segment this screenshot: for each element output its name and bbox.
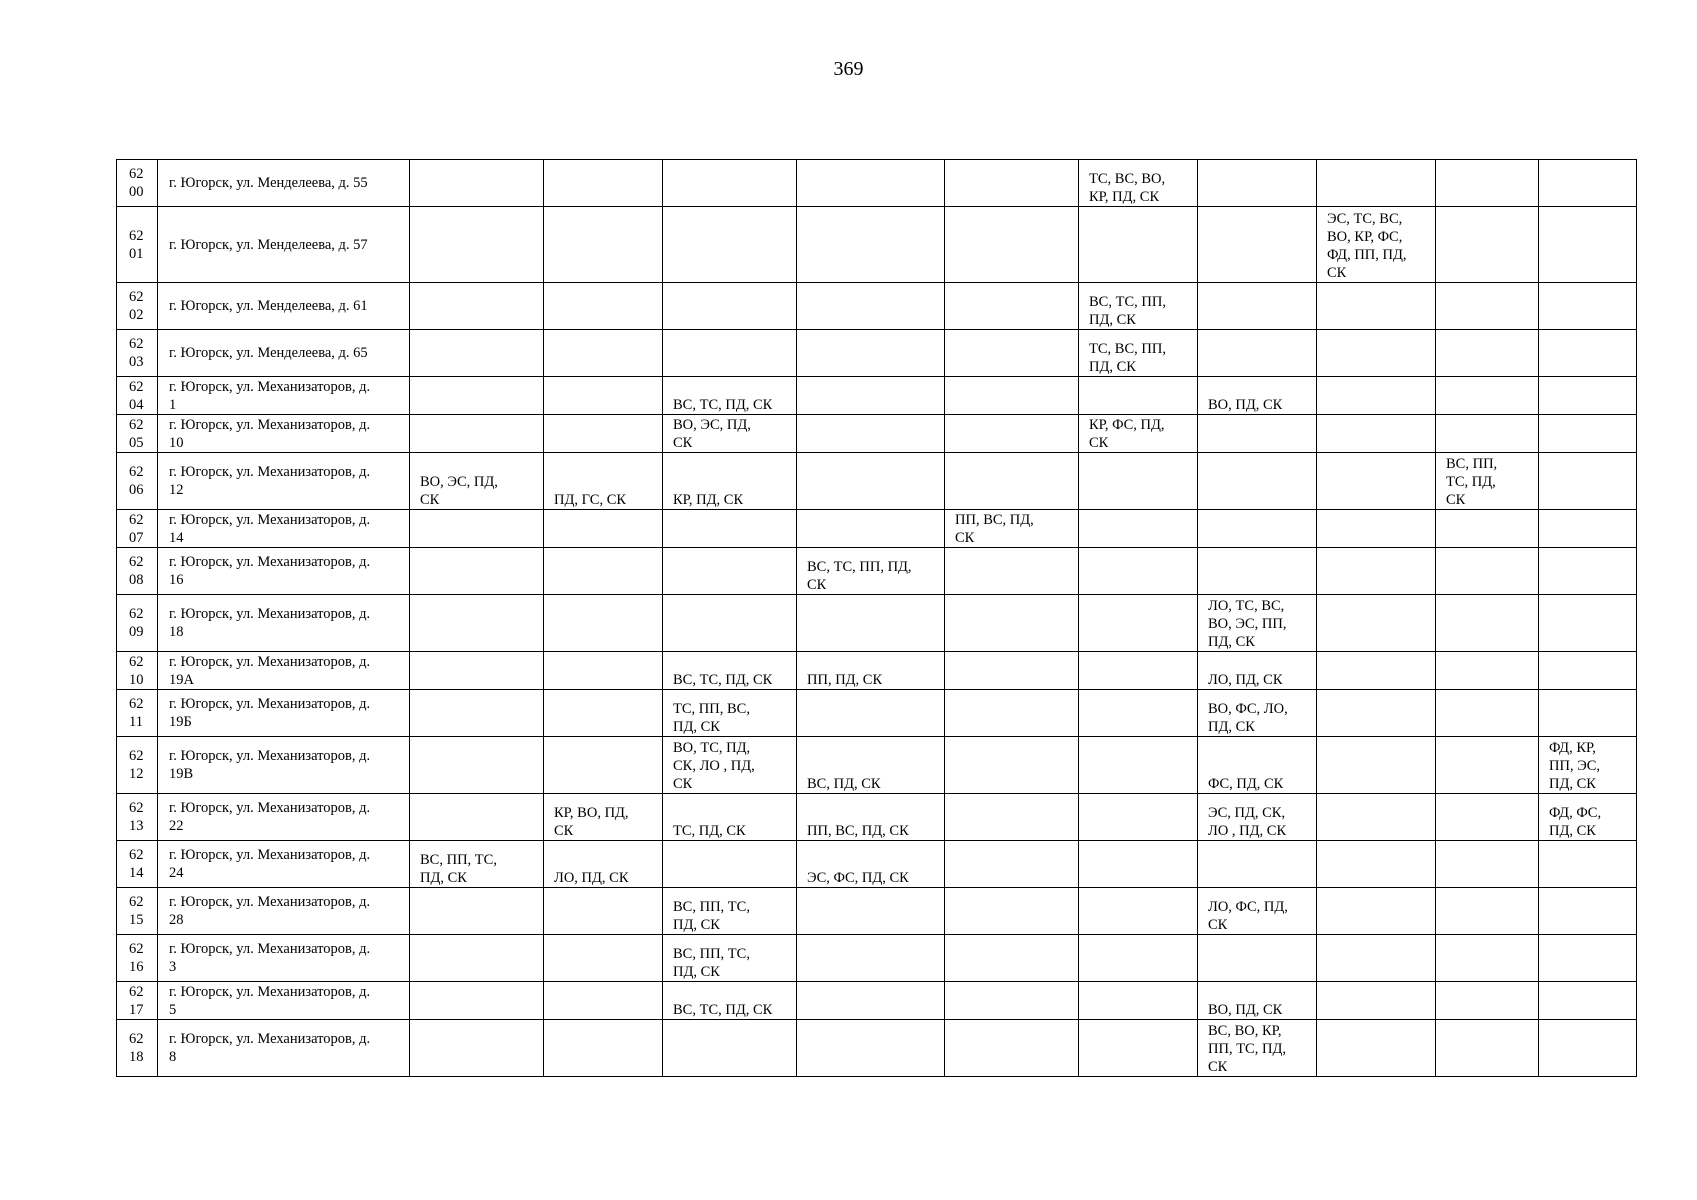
table-row <box>117 453 1637 510</box>
work-type-cell: ЛО, ТС, ВС, ВО, ЭС, ПП, ПД, СК <box>1198 595 1317 652</box>
work-type-cell: ВС, ТС, ПП, ПД, СК <box>797 548 945 595</box>
address-cell: г. Югорск, ул. Механизаторов, д. 18 <box>158 595 410 652</box>
row-number-cell: 62 10 <box>117 652 158 690</box>
work-type-cell <box>1198 453 1317 510</box>
work-type-cell <box>663 160 797 207</box>
work-type-cell <box>1198 935 1317 982</box>
work-type-cell <box>797 595 945 652</box>
work-type-cell <box>1539 888 1637 935</box>
address-cell: г. Югорск, ул. Механизаторов, д. 8 <box>158 1020 410 1077</box>
work-type-cell <box>544 690 663 737</box>
address-cell: г. Югорск, ул. Механизаторов, д. 19В <box>158 737 410 794</box>
work-type-cell: ЛО, ПД, СК <box>1198 652 1317 690</box>
work-type-cell <box>544 377 663 415</box>
table-row <box>117 595 1637 652</box>
work-type-cell <box>1436 595 1539 652</box>
work-type-cell <box>945 982 1079 1020</box>
work-type-cell <box>1317 377 1436 415</box>
table-row <box>117 283 1637 330</box>
work-type-cell <box>663 330 797 377</box>
work-type-cell <box>945 377 1079 415</box>
work-type-cell: ВС, ПП, ТС, ПД, СК <box>410 841 544 888</box>
work-type-cell: КР, ФС, ПД, СК <box>1079 415 1198 453</box>
table-row <box>117 794 1637 841</box>
work-type-cell: ВО, ПД, СК <box>1198 377 1317 415</box>
work-type-cell <box>1317 595 1436 652</box>
page-number: 369 <box>833 58 864 80</box>
work-type-cell <box>1436 841 1539 888</box>
address-cell: г. Югорск, ул. Механизаторов, д. 10 <box>158 415 410 453</box>
work-type-cell <box>1436 690 1539 737</box>
work-type-cell <box>1079 453 1198 510</box>
work-type-cell <box>797 283 945 330</box>
work-type-cell <box>1079 935 1198 982</box>
work-type-cell: ВС, ПП, ТС, ПД, СК <box>663 935 797 982</box>
work-type-cell <box>945 935 1079 982</box>
work-type-cell <box>1079 548 1198 595</box>
work-type-cell: ЛО, ФС, ПД, СК <box>1198 888 1317 935</box>
work-type-cell <box>1539 548 1637 595</box>
row-number-cell: 62 07 <box>117 510 158 548</box>
table-row <box>117 1020 1637 1077</box>
work-type-cell <box>1436 888 1539 935</box>
work-type-cell <box>544 935 663 982</box>
work-type-cell <box>1198 510 1317 548</box>
work-type-cell <box>1317 415 1436 453</box>
address-cell: г. Югорск, ул. Механизаторов, д. 14 <box>158 510 410 548</box>
work-type-cell <box>797 510 945 548</box>
work-type-cell <box>797 982 945 1020</box>
work-type-cell <box>1539 982 1637 1020</box>
work-type-cell <box>544 1020 663 1077</box>
work-type-cell <box>1079 888 1198 935</box>
work-type-cell <box>410 595 544 652</box>
work-type-cell <box>410 1020 544 1077</box>
work-type-cell <box>1317 652 1436 690</box>
work-type-cell: ЭС, ТС, ВС, ВО, КР, ФС, ФД, ПП, ПД, СК <box>1317 207 1436 283</box>
work-type-cell <box>1436 1020 1539 1077</box>
work-type-cell <box>1317 935 1436 982</box>
work-type-cell: ВС, ПП, ТС, ПД, СК <box>1436 453 1539 510</box>
address-cell: г. Югорск, ул. Механизаторов, д. 19Б <box>158 690 410 737</box>
work-type-cell <box>797 377 945 415</box>
address-cell: г. Югорск, ул. Механизаторов, д. 28 <box>158 888 410 935</box>
work-type-cell: ТС, ПД, СК <box>663 794 797 841</box>
work-type-cell <box>1539 283 1637 330</box>
work-type-cell <box>1436 510 1539 548</box>
work-type-cell: ВС, ТС, ПД, СК <box>663 652 797 690</box>
work-type-cell <box>1317 982 1436 1020</box>
work-type-cell <box>1436 330 1539 377</box>
work-type-cell <box>1079 1020 1198 1077</box>
work-type-cell <box>663 510 797 548</box>
work-type-cell <box>1079 377 1198 415</box>
work-type-cell <box>1317 548 1436 595</box>
work-type-cell <box>1539 207 1637 283</box>
work-type-cell <box>945 1020 1079 1077</box>
work-type-cell <box>410 548 544 595</box>
work-type-cell: ПП, ВС, ПД, СК <box>945 510 1079 548</box>
work-type-cell <box>1317 160 1436 207</box>
row-number-cell: 62 08 <box>117 548 158 595</box>
work-type-cell: ВС, ПП, ТС, ПД, СК <box>663 888 797 935</box>
work-type-cell <box>945 595 1079 652</box>
work-type-cell <box>945 160 1079 207</box>
work-type-cell: ВС, ВО, КР, ПП, ТС, ПД, СК <box>1198 1020 1317 1077</box>
table-row <box>117 330 1637 377</box>
work-type-cell <box>797 160 945 207</box>
work-type-cell <box>663 595 797 652</box>
work-type-cell <box>544 330 663 377</box>
work-type-cell <box>1539 160 1637 207</box>
row-number-cell: 62 15 <box>117 888 158 935</box>
work-type-cell <box>544 652 663 690</box>
work-type-cell <box>797 690 945 737</box>
work-type-cell <box>410 935 544 982</box>
work-type-cell: ЭС, ПД, СК, ЛО , ПД, СК <box>1198 794 1317 841</box>
row-number-cell: 62 01 <box>117 207 158 283</box>
work-type-cell <box>1539 377 1637 415</box>
address-cell: г. Югорск, ул. Механизаторов, д. 12 <box>158 453 410 510</box>
table-row <box>117 207 1637 283</box>
work-type-cell <box>797 1020 945 1077</box>
work-type-cell <box>1436 737 1539 794</box>
work-type-cell <box>1317 1020 1436 1077</box>
work-type-cell <box>544 737 663 794</box>
work-type-cell: ТС, ВС, ПП, ПД, СК <box>1079 330 1198 377</box>
table-row <box>117 690 1637 737</box>
address-cell: г. Югорск, ул. Механизаторов, д. 24 <box>158 841 410 888</box>
work-type-cell <box>410 982 544 1020</box>
work-type-cell <box>1079 510 1198 548</box>
work-type-cell: КР, ВО, ПД, СК <box>544 794 663 841</box>
row-number-cell: 62 00 <box>117 160 158 207</box>
address-cell: г. Югорск, ул. Механизаторов, д. 1 <box>158 377 410 415</box>
work-type-cell: ВС, ПД, СК <box>797 737 945 794</box>
repair-schedule-table <box>116 159 1637 1077</box>
work-type-cell: ВС, ТС, ПП, ПД, СК <box>1079 283 1198 330</box>
work-type-cell <box>1198 841 1317 888</box>
work-type-cell: ТС, ВС, ВО, КР, ПД, СК <box>1079 160 1198 207</box>
work-type-cell <box>410 888 544 935</box>
work-type-cell: ПП, ВС, ПД, СК <box>797 794 945 841</box>
address-cell: г. Югорск, ул. Менделеева, д. 57 <box>158 207 410 283</box>
work-type-cell <box>544 888 663 935</box>
work-type-cell <box>945 690 1079 737</box>
work-type-cell <box>544 982 663 1020</box>
work-type-cell: ТС, ПП, ВС, ПД, СК <box>663 690 797 737</box>
work-type-cell <box>945 415 1079 453</box>
work-type-cell <box>1079 737 1198 794</box>
work-type-cell: ВО, ЭС, ПД, СК <box>663 415 797 453</box>
work-type-cell <box>410 377 544 415</box>
work-type-cell <box>544 510 663 548</box>
address-cell: г. Югорск, ул. Механизаторов, д. 3 <box>158 935 410 982</box>
row-number-cell: 62 04 <box>117 377 158 415</box>
work-type-cell <box>1079 841 1198 888</box>
work-type-cell <box>544 595 663 652</box>
work-type-cell <box>1317 330 1436 377</box>
work-type-cell <box>1317 888 1436 935</box>
table-row <box>117 652 1637 690</box>
table-row <box>117 737 1637 794</box>
table-row <box>117 548 1637 595</box>
work-type-cell <box>1198 283 1317 330</box>
work-type-cell <box>663 283 797 330</box>
table-row <box>117 888 1637 935</box>
work-type-cell <box>1317 737 1436 794</box>
work-type-cell <box>1539 453 1637 510</box>
work-type-cell <box>410 690 544 737</box>
table-row <box>117 935 1637 982</box>
work-type-cell: ПП, ПД, СК <box>797 652 945 690</box>
work-type-cell <box>1436 415 1539 453</box>
table-row <box>117 982 1637 1020</box>
work-type-cell <box>945 283 1079 330</box>
work-type-cell <box>1079 794 1198 841</box>
work-type-cell <box>410 794 544 841</box>
row-number-cell: 62 05 <box>117 415 158 453</box>
work-type-cell <box>1436 794 1539 841</box>
work-type-cell <box>410 207 544 283</box>
work-type-cell <box>410 510 544 548</box>
work-type-cell <box>797 330 945 377</box>
work-type-cell <box>1198 415 1317 453</box>
work-type-cell <box>945 652 1079 690</box>
work-type-cell <box>1436 652 1539 690</box>
row-number-cell: 62 16 <box>117 935 158 982</box>
work-type-cell <box>945 888 1079 935</box>
work-type-cell: ВС, ТС, ПД, СК <box>663 982 797 1020</box>
work-type-cell <box>1539 935 1637 982</box>
work-type-cell <box>1539 841 1637 888</box>
address-cell: г. Югорск, ул. Механизаторов, д. 19А <box>158 652 410 690</box>
work-type-cell: ФД, ФС, ПД, СК <box>1539 794 1637 841</box>
row-number-cell: 62 11 <box>117 690 158 737</box>
row-number-cell: 62 13 <box>117 794 158 841</box>
work-type-cell <box>1079 690 1198 737</box>
work-type-cell <box>1079 207 1198 283</box>
row-number-cell: 62 03 <box>117 330 158 377</box>
work-type-cell <box>797 453 945 510</box>
work-type-cell <box>945 548 1079 595</box>
work-type-cell <box>945 207 1079 283</box>
work-type-cell <box>1539 690 1637 737</box>
work-type-cell <box>1539 1020 1637 1077</box>
work-type-cell <box>797 415 945 453</box>
work-type-cell <box>1198 548 1317 595</box>
work-type-cell <box>1539 595 1637 652</box>
work-type-cell: ВО, ТС, ПД, СК, ЛО , ПД, СК <box>663 737 797 794</box>
work-type-cell <box>1317 794 1436 841</box>
work-type-cell <box>1079 652 1198 690</box>
work-type-cell <box>1539 510 1637 548</box>
address-cell: г. Югорск, ул. Механизаторов, д. 5 <box>158 982 410 1020</box>
row-number-cell: 62 14 <box>117 841 158 888</box>
address-cell: г. Югорск, ул. Механизаторов, д. 22 <box>158 794 410 841</box>
work-type-cell <box>1539 330 1637 377</box>
work-type-cell <box>1436 160 1539 207</box>
work-type-cell <box>410 283 544 330</box>
work-type-cell <box>797 207 945 283</box>
work-type-cell <box>410 330 544 377</box>
work-type-cell <box>544 283 663 330</box>
row-number-cell: 62 02 <box>117 283 158 330</box>
work-type-cell <box>1539 415 1637 453</box>
address-cell: г. Югорск, ул. Механизаторов, д. 16 <box>158 548 410 595</box>
work-type-cell <box>797 935 945 982</box>
work-type-cell <box>1317 510 1436 548</box>
table-row <box>117 510 1637 548</box>
work-type-cell <box>1436 935 1539 982</box>
work-type-cell: ВО, ЭС, ПД, СК <box>410 453 544 510</box>
work-type-cell <box>797 888 945 935</box>
work-type-cell <box>1317 283 1436 330</box>
work-type-cell <box>410 652 544 690</box>
table-row <box>117 415 1637 453</box>
table-row <box>117 841 1637 888</box>
work-type-cell <box>1198 160 1317 207</box>
row-number-cell: 62 18 <box>117 1020 158 1077</box>
work-type-cell <box>1198 330 1317 377</box>
table-row <box>117 160 1637 207</box>
work-type-cell <box>1436 548 1539 595</box>
row-number-cell: 62 09 <box>117 595 158 652</box>
work-type-cell <box>1317 453 1436 510</box>
work-type-cell <box>544 548 663 595</box>
work-type-cell <box>544 415 663 453</box>
address-cell: г. Югорск, ул. Менделеева, д. 65 <box>158 330 410 377</box>
work-type-cell: ПД, ГС, СК <box>544 453 663 510</box>
work-type-cell <box>945 453 1079 510</box>
work-type-cell <box>663 207 797 283</box>
work-type-cell <box>663 1020 797 1077</box>
work-type-cell <box>1317 841 1436 888</box>
work-type-cell <box>544 207 663 283</box>
work-type-cell: ЛО, ПД, СК <box>544 841 663 888</box>
table-body <box>117 160 1637 1077</box>
table-row <box>117 377 1637 415</box>
work-type-cell <box>410 415 544 453</box>
work-type-cell <box>945 841 1079 888</box>
work-type-cell <box>1436 982 1539 1020</box>
address-cell: г. Югорск, ул. Менделеева, д. 61 <box>158 283 410 330</box>
work-type-cell: КР, ПД, СК <box>663 453 797 510</box>
work-type-cell <box>410 737 544 794</box>
work-type-cell <box>410 160 544 207</box>
work-type-cell <box>1436 283 1539 330</box>
work-type-cell <box>1436 207 1539 283</box>
work-type-cell <box>1198 207 1317 283</box>
work-type-cell <box>1539 652 1637 690</box>
work-type-cell <box>663 841 797 888</box>
work-type-cell <box>663 548 797 595</box>
work-type-cell: ВС, ТС, ПД, СК <box>663 377 797 415</box>
work-type-cell: ВО, ПД, СК <box>1198 982 1317 1020</box>
work-type-cell <box>1079 595 1198 652</box>
row-number-cell: 62 12 <box>117 737 158 794</box>
work-type-cell <box>1317 690 1436 737</box>
work-type-cell: ФС, ПД, СК <box>1198 737 1317 794</box>
work-type-cell <box>1436 377 1539 415</box>
work-type-cell <box>544 160 663 207</box>
work-type-cell <box>1079 982 1198 1020</box>
work-type-cell: ВО, ФС, ЛО, ПД, СК <box>1198 690 1317 737</box>
work-type-cell <box>945 330 1079 377</box>
work-type-cell <box>945 794 1079 841</box>
row-number-cell: 62 06 <box>117 453 158 510</box>
work-type-cell <box>945 737 1079 794</box>
work-type-cell: ФД, КР, ПП, ЭС, ПД, СК <box>1539 737 1637 794</box>
work-type-cell: ЭС, ФС, ПД, СК <box>797 841 945 888</box>
row-number-cell: 62 17 <box>117 982 158 1020</box>
address-cell: г. Югорск, ул. Менделеева, д. 55 <box>158 160 410 207</box>
